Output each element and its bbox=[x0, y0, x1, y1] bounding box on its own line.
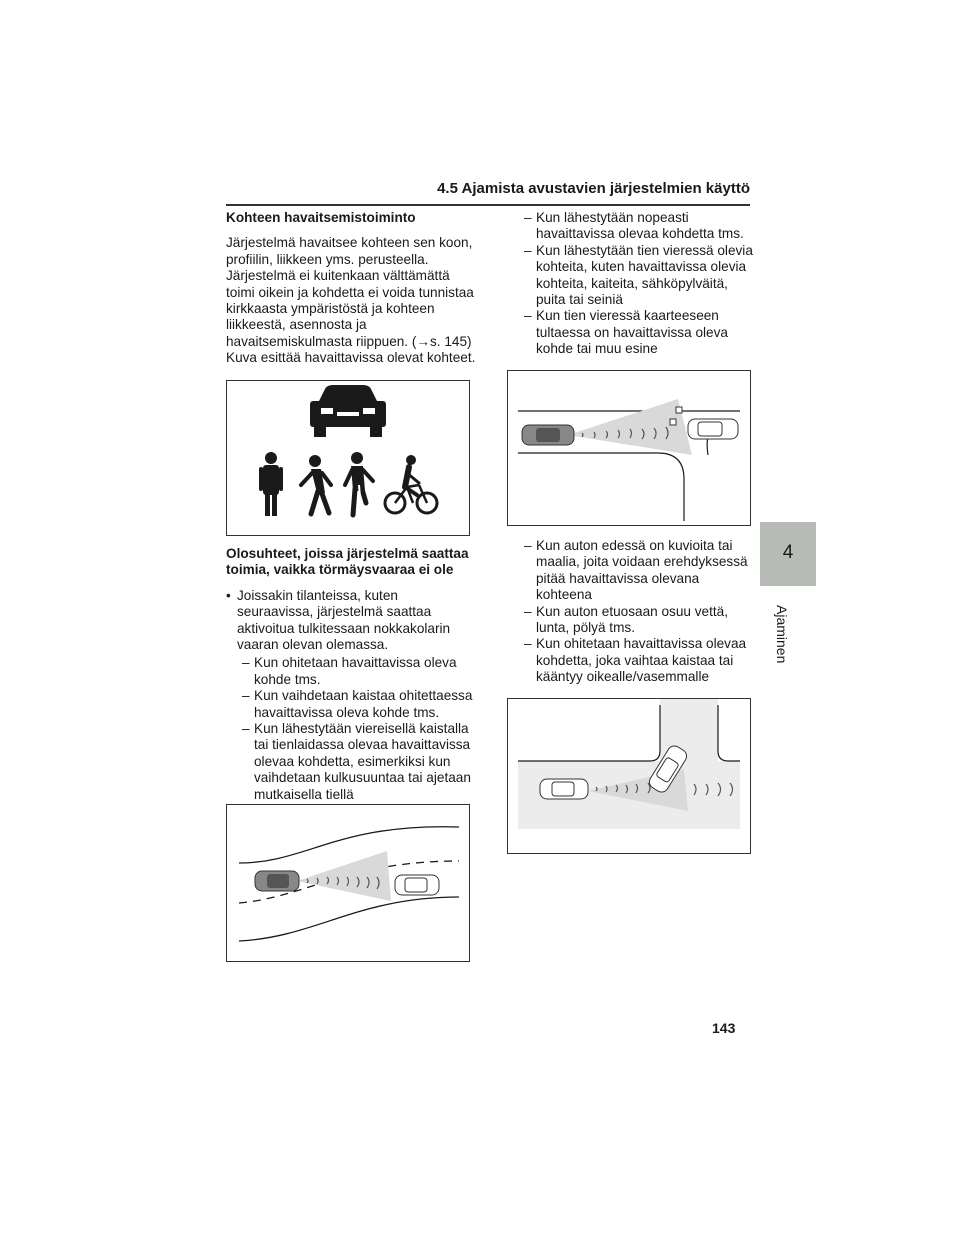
right-column-top bbox=[508, 210, 758, 358]
parked-car-icon bbox=[688, 419, 738, 439]
left-column-top bbox=[226, 210, 476, 376]
figure-detectable-objects bbox=[226, 380, 470, 536]
dash-item-passing: – Kun ohitetaan havaittavissa oleva kohde tms. bbox=[242, 655, 457, 687]
bullet-item: • Joissakin tilanteissa, kuten seuraavissa, järjestelmä saattaa aktivoitua tulkitessaan nokkakolarin vaaran olevan olemassa. bbox=[226, 588, 476, 654]
person-with-bicycle-icon bbox=[345, 452, 373, 515]
pedestrian-standing-icon bbox=[259, 452, 283, 516]
dash-item-turning-object: – Kun ohitetaan havaittavissa olevaa kohdetta, joka vaihtaa kaistaa tai kääntyy oikealle/vasemmalle bbox=[524, 636, 747, 685]
page-number: 143 bbox=[712, 1020, 736, 1036]
car-front-icon bbox=[310, 385, 386, 437]
pedestrian-walking-icon bbox=[301, 455, 331, 514]
figure-winding-road bbox=[226, 804, 470, 962]
chapter-tab bbox=[760, 522, 816, 586]
dash-item-adjacent-lane: – Kun lähestytään viereisellä kaistalla tai tienlaidassa olevaa havaittavissa olevaa kohdetta, esimerkiksi kun vaihdetaan kulkusuuntaa tai ajetaan mutkaisella tiellä bbox=[242, 721, 471, 802]
left-column-bottom bbox=[226, 546, 476, 803]
winding-road-illustration bbox=[227, 805, 469, 961]
paragraph-detection: Järjestelmä havaitsee kohteen sen koon, profiilin, liikkeen yms. perusteella. Järjestelmä ei kuitenkaan välttämättä toimi oikein ja kohdetta ei voida tunnistaa kirkkaasta ympäristöstä ja kohteen liikkeestä, asennosta ja havaitsemiskulmasta riippuen. (→s. 145) Kuva esittää havaittavissa olevat kohteet. bbox=[226, 235, 476, 366]
sensor-beam bbox=[568, 399, 692, 455]
detectable-objects-illustration bbox=[227, 381, 469, 535]
sensor-beam bbox=[297, 851, 391, 901]
dash-item-road-patterns: – Kun auton edessä on kuvioita tai maalia, joita voidaan erehdyksessä pitää havaittavissa olevana kohteena bbox=[524, 538, 748, 603]
section-title: 4.5 Ajamista avustavien järjestelmien käyttö bbox=[437, 180, 750, 197]
right-column-bottom bbox=[508, 538, 758, 686]
chapter-number: 4 bbox=[782, 542, 794, 563]
curve-illustration bbox=[508, 371, 750, 525]
cyclist-icon bbox=[385, 455, 437, 513]
own-car-icon bbox=[255, 871, 299, 891]
chapter-label: Ajaminen bbox=[774, 605, 790, 664]
dash-item-approaching-fast: – Kun lähestytään nopeasti havaittavissa olevaa kohdetta tms. bbox=[524, 210, 744, 242]
target-car-icon bbox=[395, 875, 439, 895]
dash-item-lane-change: – Kun vaihdetaan kaistaa ohitettaessa havaittavissa oleva kohde tms. bbox=[242, 688, 473, 720]
heading-conditions: Olosuhteet, joissa järjestelmä saattaa toimia, vaikka törmäysvaaraa ei ole bbox=[226, 546, 469, 578]
intersection-illustration bbox=[508, 699, 750, 853]
own-car-icon bbox=[522, 425, 574, 445]
own-car-icon bbox=[540, 779, 588, 799]
figure-intersection bbox=[507, 698, 751, 854]
dash-item-curve: – Kun tien vieressä kaarteeseen tultaessa on havaittavissa oleva kohde tai muu esine bbox=[524, 308, 728, 357]
dash-item-water-snow: – Kun auton etuosaan osuu vettä, lunta, pölyä tms. bbox=[524, 603, 728, 636]
dash-item-roadside-objects: – Kun lähestytään tien vieressä olevia kohteita, kuten havaittavissa olevia kohteita, kaiteita, sähköpylväitä, puita tai seiniä bbox=[524, 242, 753, 308]
page-header bbox=[226, 180, 750, 206]
figure-curve bbox=[507, 370, 751, 526]
heading-detection: Kohteen havaitsemistoiminto bbox=[226, 210, 416, 225]
